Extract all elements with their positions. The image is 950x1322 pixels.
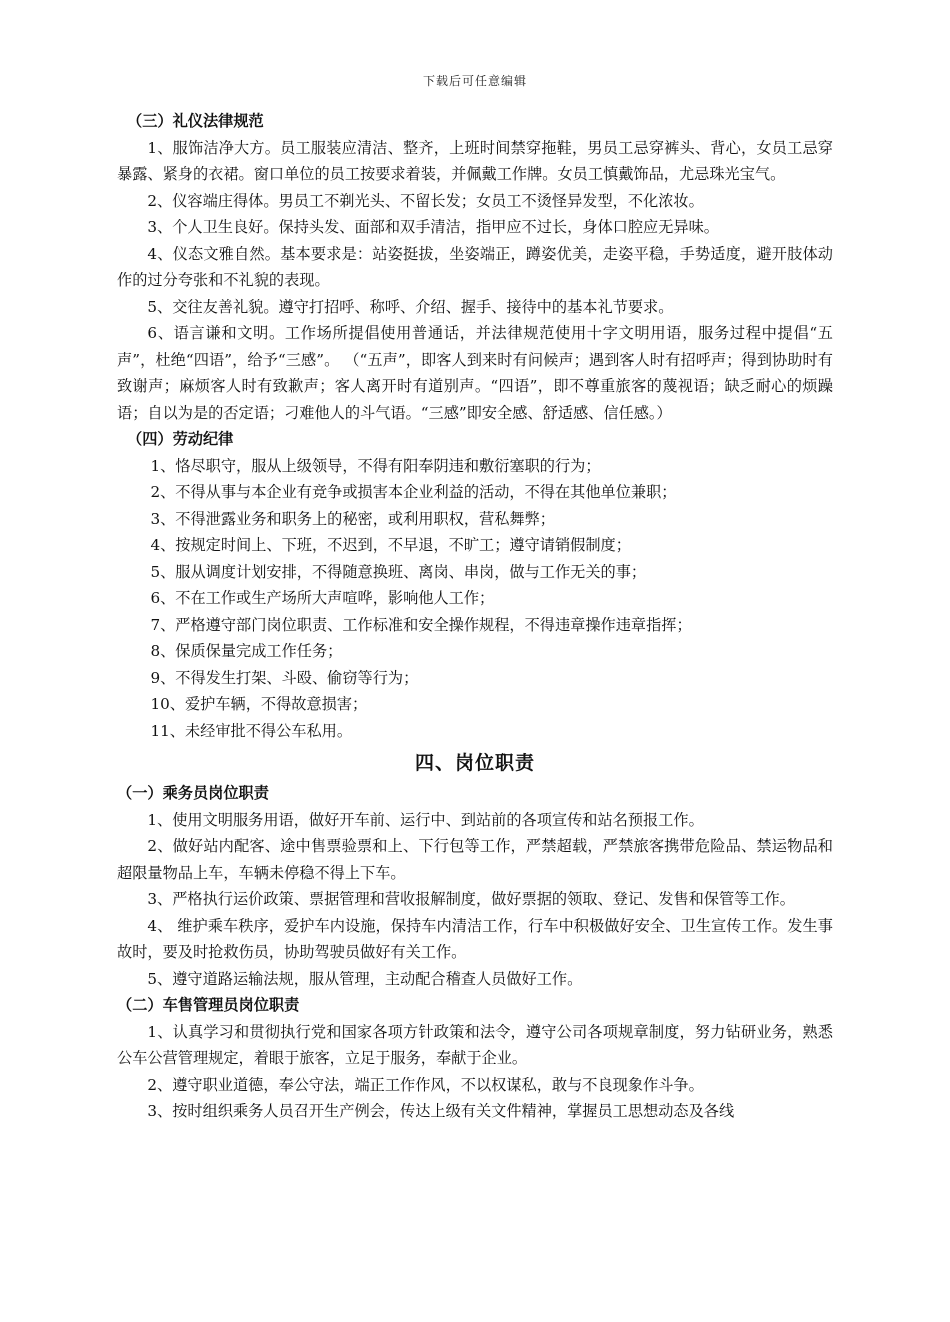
- etiquette-paragraph: 2、仪容端庄得体。男员工不剃光头、不留长发；女员工不烫怪异发型，不化浓妆。: [147, 191, 704, 210]
- discipline-item: 4、按规定时间上、下班，不迟到，不早退，不旷工；遵守请销假制度；: [150, 536, 631, 554]
- discipline-item: 6、不在工作或生产场所大声喧哗，影响他人工作；: [150, 589, 495, 607]
- discipline-item: 3、不得泄露业务和职务上的秘密，或利用职权，营私舞弊；: [150, 509, 555, 528]
- etiquette-paragraph: 3、个人卫生良好。保持头发、面部和双手清洁，指甲应不过长，身体口腔应无异味。: [147, 218, 719, 236]
- page-header: 下载后可任意编辑: [422, 74, 527, 88]
- discipline-item: 2、不得从事与本企业有竞争或损害本企业利益的活动，不得在其他单位兼职；: [150, 483, 677, 501]
- conductor-paragraph: 5、遵守道路运输法规，服从管理，主动配合稽查人员做好工作。: [147, 969, 583, 988]
- conductor-paragraph: 3、严格执行运价政策、票据管理和营收报解制度，做好票据的领取、登记、发售和保管等工作。: [147, 890, 795, 908]
- etiquette-paragraph: 4、仪态文雅自然。基本要求是：站姿挺拔，坐姿端正，蹲姿优美，走姿平稳，手势适度，避开肢体动作的过分夸张和不礼貌的表现。: [117, 244, 833, 289]
- section-title-manager: （二）车售管理员岗位职责: [117, 996, 300, 1014]
- section-title-etiquette: （三）礼仪法律规范: [127, 112, 264, 130]
- manager-paragraph: 2、遵守职业道德，奉公守法，端正工作作风，不以权谋私，敢与不良现象作斗争。: [147, 1075, 704, 1094]
- etiquette-paragraph: 5、交往友善礼貌。遵守打招呼、称呼、介绍、握手、接待中的基本礼节要求。: [147, 297, 674, 316]
- section-title-discipline: （四）劳动纪律: [127, 430, 234, 448]
- discipline-item: 5、服从调度计划安排，不得随意换班、离岗、串岗，做与工作无关的事；: [150, 562, 647, 581]
- manager-paragraph: 3、按时组织乘务人员召开生产例会，传达上级有关文件精神，掌握员工思想动态及各线: [147, 1102, 735, 1120]
- discipline-item: 7、严格遵守部门岗位职责、工作标准和安全操作规程，不得违章操作违章指挥；: [150, 615, 692, 634]
- conductor-paragraph: 4、 维护乘车秩序，爱护车内设施，保持车内清洁工作，行车中积极做好安全、卫生宣传工作。发生事故时，要及时抢救伤员，协助驾驶员做好有关工作。: [117, 916, 833, 961]
- discipline-item: 1、恪尽职守，服从上级领导，不得有阳奉阴违和敷衍塞职的行为；: [150, 456, 601, 475]
- discipline-item: 10、爱护车辆，不得故意损害；: [150, 695, 368, 713]
- etiquette-paragraph: 1、服饰洁净大方。员工服装应清洁、整齐，上班时间禁穿拖鞋，男员工忌穿裤头、背心，女员工忌穿暴露、紧身的衣裙。窗口单位的员工按要求着装，并佩戴工作牌。女员工慎戴饰品，尤忌珠光宝气。: [117, 138, 833, 183]
- conductor-paragraph: 1、使用文明服务用语，做好开车前、运行中、到站前的各项宣传和站名预报工作。: [147, 810, 704, 829]
- manager-paragraph: 1、认真学习和贯彻执行党和国家各项方针政策和法令，遵守公司各项规章制度，努力钻研业务，熟悉公车公营管理规定，着眼于旅客，立足于服务，奉献于企业。: [117, 1022, 833, 1067]
- chapter-title-duties: 四、岗位职责: [414, 752, 535, 774]
- conductor-paragraph: 2、做好站内配客、途中售票验票和上、下行包等工作，严禁超载，严禁旅客携带危险品、禁运物品和超限量物品上车，车辆未停稳不得上下车。: [117, 837, 833, 882]
- discipline-item: 9、不得发生打架、斗殴、偷窃等行为；: [150, 668, 419, 687]
- document-body: [117, 108, 833, 1125]
- section-title-conductor: （一）乘务员岗位职责: [117, 784, 269, 802]
- etiquette-paragraph: 6、语言谦和文明。工作场所提倡使用普通话，并法律规范使用十字文明用语，服务过程中提倡“五声”，杜绝“四语”，给予“三感”。 （“五声”，即客人到来时有问候声；遇到客人时有招呼声；得到协助时有致谢声；麻烦客人时有致歉声；客人离开时有道别声。“四语”，即不尊重旅客的蔑视语；缺乏耐心的烦躁语；自以为是的否定语；刁难他人的斗气语。“三感”即安全感、舒适感、信任感。）: [117, 324, 833, 422]
- discipline-item: 8、保质保量完成工作任务；: [150, 642, 343, 660]
- discipline-item: 11、未经审批不得公车私用。: [150, 721, 353, 740]
